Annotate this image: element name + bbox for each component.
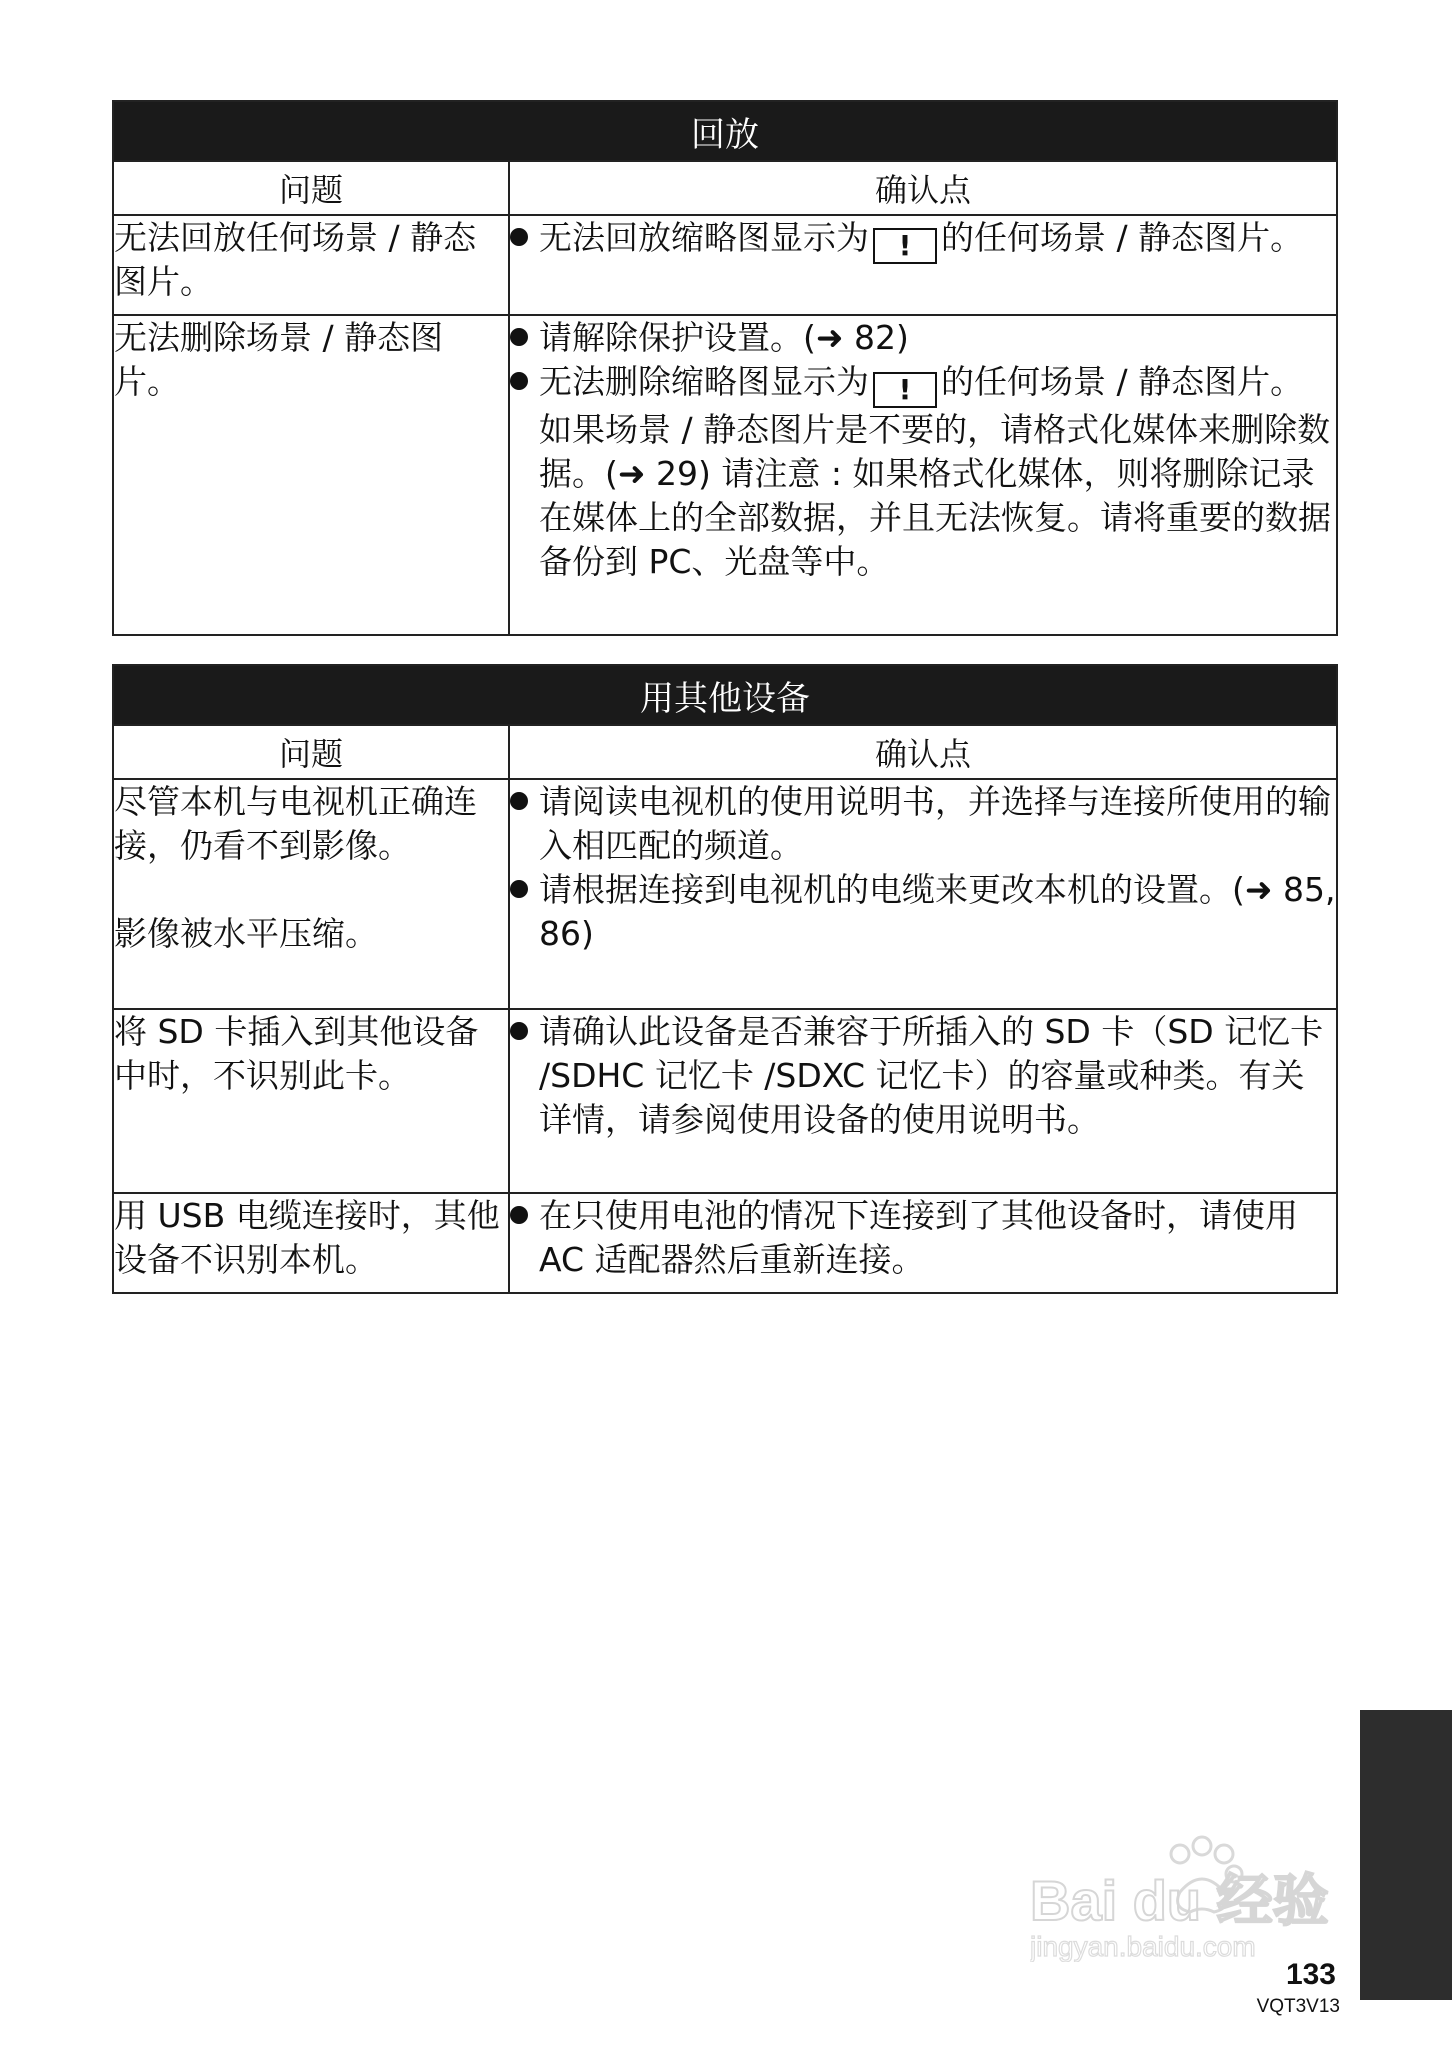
page-number: 133: [1285, 1958, 1336, 1991]
watermark-url-text: jingyan.baidu.com: [1030, 1931, 1256, 1962]
playback-section-title: 回放: [113, 101, 1337, 161]
bullet-dot-icon: [510, 1022, 528, 1040]
table-row: [113, 215, 1337, 315]
table-row: [113, 1009, 1337, 1193]
side-section-tab: [1360, 1710, 1452, 2000]
problem-cell: 将 SD 卡插入到其他设备中时，不识别此卡。: [113, 1009, 509, 1193]
bullet-dot-icon: [510, 880, 528, 898]
check-item: 请确认此设备是否兼容于所插入的 SD 卡（SD 记忆卡 /SDHC 记忆卡 /SDXC 记忆卡）的容量或种类。有关详情，请参阅使用设备的使用说明书。: [510, 1010, 1336, 1142]
check-item: 在只使用电池的情况下连接到了其他设备时，请使用 AC 适配器然后重新连接。: [510, 1194, 1336, 1282]
problem-column-header: 问题: [113, 161, 509, 215]
check-item: 无法删除缩略图显示为 ! 的任何场景 / 静态图片。如果场景 / 静态图片是不要的，请格式化媒体来删除数据。(➜ 29) 请注意 : 如果格式化媒体，则将删除记录在媒体上的全部数据，并且无法恢复。请将重要的数据备份到 PC、光盘等中。: [510, 360, 1336, 584]
baidu-watermark-logo: [1030, 1832, 1360, 1962]
document-code: VQT3V13: [1256, 1996, 1340, 2017]
check-item: 无法回放缩略图显示为 ! 的任何场景 / 静态图片。: [510, 216, 1336, 264]
check-column-header: 确认点: [509, 161, 1337, 215]
watermark-brand-text: Bai du 经验: [1030, 1869, 1329, 1932]
problem-cell: 用 USB 电缆连接时，其他设备不识别本机。: [113, 1193, 509, 1293]
warning-box-icon: !: [873, 228, 937, 264]
playback-table: [112, 100, 1338, 636]
table-row: [113, 779, 1337, 1009]
problem-cell: 无法回放任何场景 / 静态图片。: [113, 215, 509, 315]
check-cell: [509, 315, 1337, 635]
check-cell: [509, 779, 1337, 1009]
check-item: 请解除保护设置。(➜ 82): [510, 316, 1336, 360]
problem-column-header: 问题: [113, 725, 509, 779]
bullet-dot-icon: [510, 328, 528, 346]
check-cell: [509, 1009, 1337, 1193]
check-column-header: 确认点: [509, 725, 1337, 779]
other-devices-table: [112, 664, 1338, 1294]
check-cell: [509, 1193, 1337, 1293]
table-row: [113, 315, 1337, 635]
warning-box-icon: !: [873, 372, 937, 408]
check-item: 请根据连接到电视机的电缆来更改本机的设置。(➜ 85, 86): [510, 868, 1336, 956]
bullet-dot-icon: [510, 372, 528, 390]
problem-cell: 尽管本机与电视机正确连接，仍看不到影像。 影像被水平压缩。: [113, 779, 509, 1009]
bullet-dot-icon: [510, 228, 528, 246]
check-cell: [509, 215, 1337, 315]
other-devices-section-title: 用其他设备: [113, 665, 1337, 725]
check-item: 请阅读电视机的使用说明书，并选择与连接所使用的输入相匹配的频道。: [510, 780, 1336, 868]
bullet-dot-icon: [510, 1206, 528, 1224]
problem-cell: 无法删除场景 / 静态图片。: [113, 315, 509, 635]
table-row: [113, 1193, 1337, 1293]
bullet-dot-icon: [510, 792, 528, 810]
